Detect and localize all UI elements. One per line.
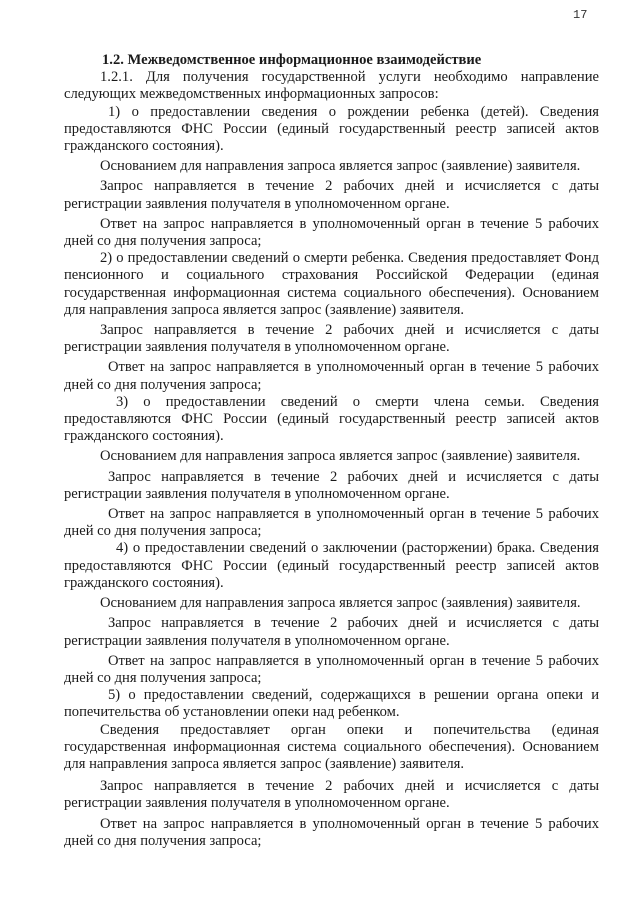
item-1-request: 1) о предоставлении сведения о рождении ребенка (детей). Сведения предоставляются ФНС России (единый государственный реестр записей актов гражданского состояния). xyxy=(64,103,599,155)
item-4-sending: Запрос направляется в течение 2 рабочих дней и исчисляется с даты регистрации заявления получателя в уполномоченном органе. xyxy=(64,615,599,649)
item-5-provider: Сведения предоставляет орган опеки и попечительства (единая государственная информационная система социального обеспечения). Основанием для направления запроса является запрос (заявление) заявителя. xyxy=(64,721,599,772)
item-4-request: 4) о предоставлении сведений о заключении (расторжении) брака. Сведения предоставляются ФНС России (единый государственный реестр записей актов гражданского состояния). xyxy=(64,540,599,591)
section-heading: 1.2. Межведомственное информационное взаимодействие xyxy=(102,52,482,68)
item-1-sending: Запрос направляется в течение 2 рабочих дней и исчисляется с даты регистрации заявления получателя в уполномоченном органе. xyxy=(64,178,599,212)
item-3-basis: Основанием для направления запроса является запрос (заявление) заявителя. xyxy=(100,448,581,465)
section-intro: 1.2.1. Для получения государственной услуги необходимо направление следующих межведомственных информационных запросов: xyxy=(64,69,599,103)
item-3-sending: Запрос направляется в течение 2 рабочих дней и исчисляется с даты регистрации заявления получателя в уполномоченном органе. xyxy=(64,468,599,502)
item-1-basis: Основанием для направления запроса является запрос (заявление) заявителя. xyxy=(100,158,581,175)
item-5-response: Ответ на запрос направляется в уполномоченный орган в течение 5 рабочих дней со дня получения запроса; xyxy=(64,815,599,849)
page-number: 17 xyxy=(573,8,588,22)
item-4-basis: Основанием для направления запроса является запрос (заявления) заявителя. xyxy=(100,595,581,612)
item-4-response: Ответ на запрос направляется в уполномоченный орган в течение 5 рабочих дней со дня получения запроса; xyxy=(64,652,599,686)
document-body xyxy=(64,52,599,850)
item-1-response: Ответ на запрос направляется в уполномоченный орган в течение 5 рабочих дней со дня получения запроса; xyxy=(64,215,599,250)
item-5-sending: Запрос направляется в течение 2 рабочих дней и исчисляется с даты регистрации заявления получателя в уполномоченном органе. xyxy=(64,778,599,812)
item-3-request: 3) о предоставлении сведений о смерти члена семьи. Сведения предоставляются ФНС России (единый государственный реестр записей актов гражданского состояния). xyxy=(64,393,599,445)
item-5-request: 5) о предоставлении сведений, содержащихся в решении органа опеки и попечительства об установлении опеки над ребенком. xyxy=(64,687,599,721)
item-3-response: Ответ на запрос направляется в уполномоченный орган в течение 5 рабочих дней со дня получения запроса; xyxy=(64,506,599,540)
item-2-sending: Запрос направляется в течение 2 рабочих дней и исчисляется с даты регистрации заявления получателя в уполномоченном органе. xyxy=(64,322,599,356)
item-2-response: Ответ на запрос направляется в уполномоченный орган в течение 5 рабочих дней со дня получения запроса; xyxy=(64,359,599,393)
item-2-request: 2) о предоставлении сведений о смерти ребенка. Сведения предоставляет Фонд пенсионного и социального страхования Российской Федерации (единая государственная информационная система социального обеспечения). Основанием для направления запроса является запрос (заявление) заявителя. xyxy=(64,250,599,318)
